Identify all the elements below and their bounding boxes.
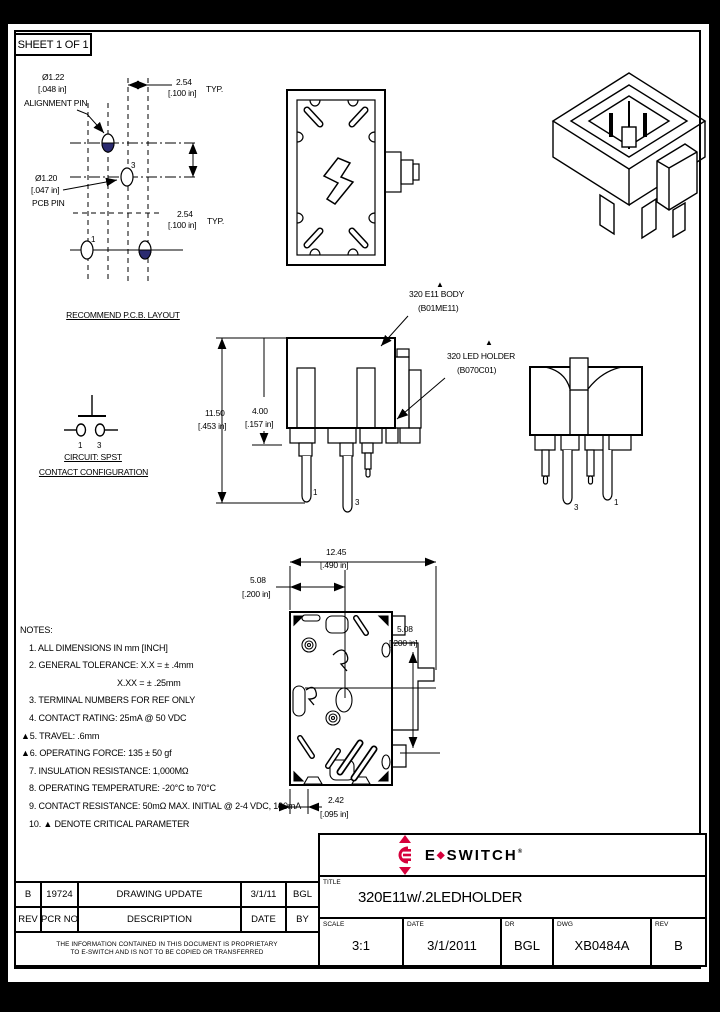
- by-value: BGL: [287, 883, 318, 908]
- logo-row: [320, 835, 705, 877]
- holder-critical-triangle: ▲: [485, 338, 493, 347]
- width-in: [.157 in]: [245, 419, 274, 429]
- body-label-line2: (B01ME11): [418, 303, 459, 313]
- width-mm: 4.00: [252, 406, 268, 416]
- pcb-pin-in: [.047 in]: [31, 185, 60, 195]
- eswitch-logo: [393, 835, 522, 875]
- height-in: [.453 in]: [198, 421, 227, 431]
- date-header: DATE: [242, 908, 287, 933]
- date-value: 3/1/11: [242, 883, 287, 908]
- note-item: 8. OPERATING TEMPERATURE: -20°C to 70°C: [29, 783, 216, 794]
- revision-table: [14, 881, 320, 967]
- left-offset-mm: 5.08: [250, 575, 266, 585]
- date-cell: [404, 919, 502, 965]
- right-offset-mm: 5.08: [397, 624, 413, 634]
- alignment-pin-in: [.048 in]: [38, 84, 67, 94]
- revision-header-row: [16, 908, 318, 933]
- circuit-caption-line2: CONTACT CONFIGURATION: [38, 467, 149, 477]
- date-value: 3/1/2011: [427, 937, 477, 953]
- pitch-top-in: [.100 in]: [168, 88, 197, 98]
- circuit-pin1-number: 1: [78, 441, 83, 450]
- isometric-view-drawing: [545, 65, 713, 250]
- left-offset-in: [.200 in]: [242, 589, 271, 599]
- circuit-diagram: [28, 390, 158, 460]
- note-item: 4. CONTACT RATING: 25mA @ 50 VDC: [29, 712, 187, 723]
- diamond-icon: ◆: [436, 849, 447, 861]
- corner-slots: [307, 110, 365, 245]
- dr-label: DR: [505, 921, 515, 928]
- pcb-layout-view: [15, 58, 230, 308]
- dwg-label: DWG: [557, 921, 573, 928]
- actuator-glyph: [324, 158, 353, 204]
- title-row: [320, 877, 705, 919]
- side-pin3-number: 3: [574, 503, 579, 512]
- description-header: DESCRIPTION: [79, 908, 242, 933]
- brand-name: [425, 847, 522, 864]
- note-item: ▲5. TRAVEL: .6mm: [21, 730, 100, 741]
- rev-header: REV: [16, 908, 42, 933]
- side-pins: [542, 450, 612, 504]
- description-value: DRAWING UPDATE: [79, 883, 242, 908]
- pcr-header: PCR NO: [42, 908, 79, 933]
- title-label: TITLE: [323, 879, 341, 886]
- right-offset-dimension: [305, 652, 440, 753]
- pcb-pin-label: PCB PIN: [32, 198, 65, 208]
- note-item: 2. GENERAL TOLERANCE: X.X = ± .4mm: [29, 660, 194, 671]
- note-item: ▲6. OPERATING FORCE: 135 ± 50 gf: [21, 748, 172, 759]
- scale-label: SCALE: [323, 921, 345, 928]
- note-item: 1. ALL DIMENSIONS IN mm [INCH]: [29, 642, 168, 653]
- pcb-pin-hole-3: [121, 168, 133, 186]
- note-item: X.XX = ± .25mm: [117, 677, 181, 688]
- dr-value: BGL: [513, 937, 540, 953]
- right-offset-in: [.200 in]: [389, 638, 418, 648]
- alignment-pin-hole-2: [139, 241, 151, 259]
- dwg-value: XB0484A: [574, 937, 630, 953]
- notes-title: NOTES:: [20, 625, 53, 635]
- bottom-width-mm: 12.45: [326, 547, 347, 557]
- rev-value: B: [674, 937, 683, 953]
- title-block-data-row: [320, 919, 705, 965]
- notes-section: [20, 622, 322, 833]
- disclaimer-line2: TO E-SWITCH AND IS NOT TO BE COPIED OR TRANSFERRED: [70, 949, 264, 956]
- front-pin1-number: 1: [313, 488, 318, 497]
- by-header: BY: [287, 908, 318, 933]
- rev-label: REV: [655, 921, 669, 928]
- holder-label-line1: 320 LED HOLDER: [447, 351, 516, 361]
- note-item: 10. ▲ DENOTE CRITICAL PARAMETER: [29, 818, 190, 829]
- body-critical-triangle: ▲: [436, 280, 444, 289]
- side-view-drawing: [525, 355, 665, 520]
- drawing-title: 320E11w/.2LEDHOLDER: [358, 888, 523, 906]
- brand-e: E: [424, 846, 437, 864]
- rev-value: B: [16, 883, 42, 908]
- circuit-pin3-number: 3: [97, 441, 102, 450]
- pitch-right-typ: TYP.: [207, 216, 224, 226]
- note-item: 7. INSULATION RESISTANCE: 1,000MΩ: [29, 765, 189, 776]
- drawn-by-cell: [502, 919, 554, 965]
- title-block: [318, 833, 707, 967]
- pcb-pin1-number: 1: [91, 235, 96, 244]
- drawing-sheet: [8, 24, 709, 982]
- switch-body-outline: [287, 338, 421, 443]
- disclaimer-line1: THE INFORMATION CONTAINED IN THIS DOCUMENT IS PROPRIETARY: [56, 940, 278, 948]
- pcb-layout-caption: RECOMMEND P.C.B. LAYOUT: [66, 310, 180, 320]
- note-item: 9. CONTACT RESISTANCE: 50mΩ MAX. INITIAL @ 2-4 VDC, 100mA: [29, 800, 302, 811]
- proprietary-disclaimer: [16, 933, 318, 965]
- brand-switch: SWITCH: [446, 846, 518, 864]
- height-mm: 11.50: [205, 408, 225, 418]
- front-view-drawing: [190, 275, 525, 525]
- eswitch-logo-icon: [393, 835, 417, 875]
- alignment-pin-dia: Ø1.22: [42, 72, 65, 82]
- terminal-pins: [299, 443, 373, 512]
- holder-label-line2: (B070C01): [457, 365, 497, 375]
- bottom-width-in: [.490 in]: [320, 560, 349, 570]
- pitch-top-mm: 2.54: [176, 77, 192, 87]
- circuit-caption-line1: CIRCUIT: SPST: [64, 452, 122, 462]
- body-label-line1: 320 E11 BODY: [409, 289, 465, 299]
- dwg-number-cell: [554, 919, 652, 965]
- sheet-number-label: SHEET 1 OF 1: [14, 33, 92, 56]
- scale-value: 3:1: [351, 937, 371, 953]
- rev-cell: [652, 919, 705, 965]
- top-view-drawing: [280, 80, 430, 275]
- pin-offset-mm: 2.42: [328, 795, 344, 805]
- pcb-pin-dia: Ø1.20: [35, 173, 58, 183]
- pcr-value: 19724: [42, 883, 79, 908]
- pin-offset-in: [.095 in]: [320, 809, 349, 819]
- revision-row: [16, 883, 318, 908]
- pcb-pin3-number: 3: [131, 161, 136, 170]
- alignment-pin-label: ALIGNMENT PIN: [24, 98, 88, 108]
- date-label: DATE: [407, 921, 424, 928]
- scale-cell: [320, 919, 404, 965]
- pitch-right-mm: 2.54: [177, 209, 193, 219]
- registered-mark: ®: [517, 848, 523, 855]
- note-item: 3. TERMINAL NUMBERS FOR REF ONLY: [29, 695, 196, 706]
- front-pin3-number: 3: [355, 498, 360, 507]
- pitch-top-typ: TYP.: [206, 84, 223, 94]
- pitch-right-in: [.100 in]: [168, 220, 197, 230]
- side-pin1-number: 1: [614, 498, 619, 507]
- alignment-pin-hole: [102, 134, 114, 152]
